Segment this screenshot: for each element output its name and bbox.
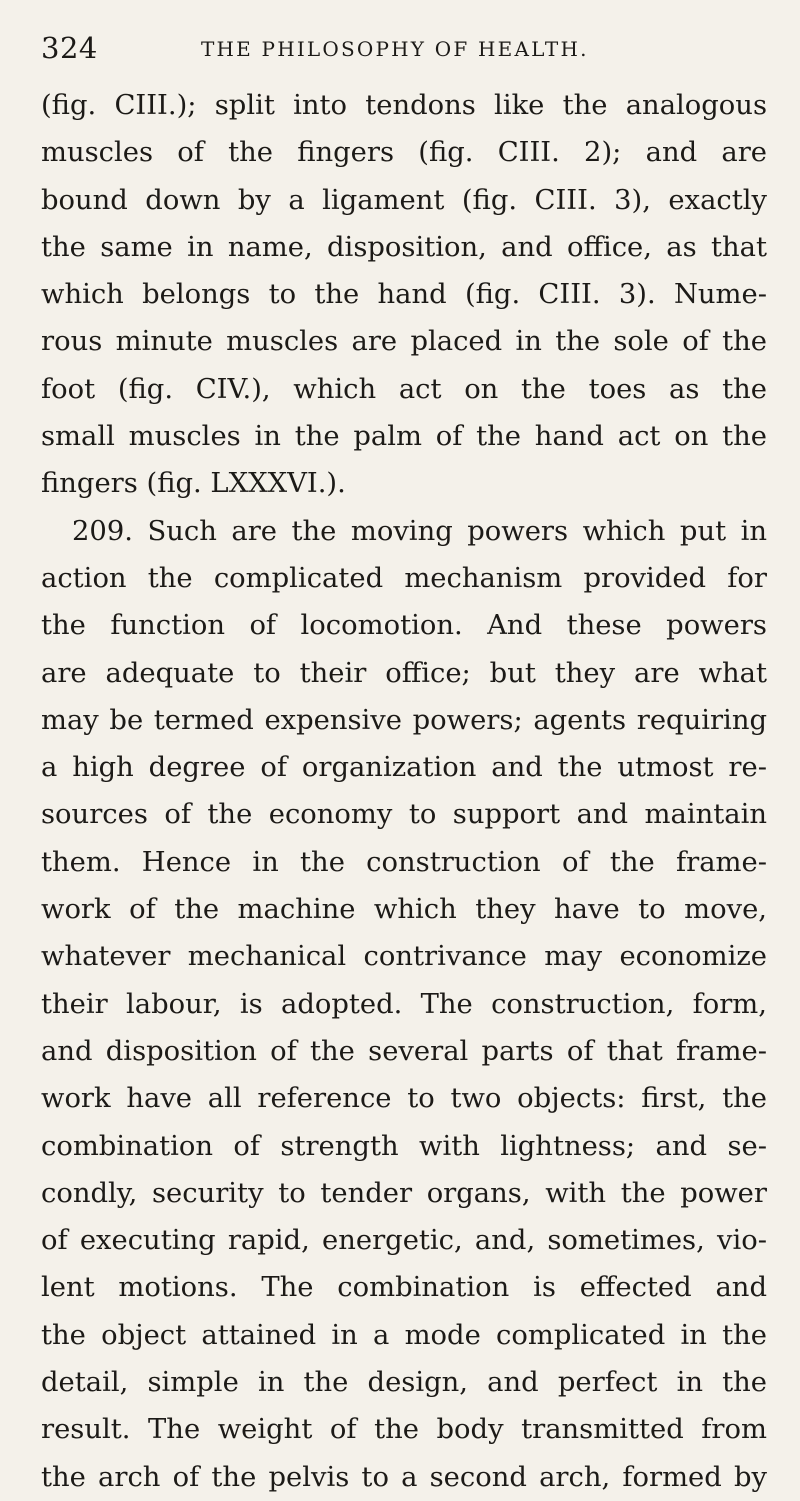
text-line: of executing rapid, energetic, and, sometimes, vio- [41,1225,767,1257]
text-line: the arch of the pelvis to a second arch, formed by [41,1461,767,1493]
text-line: detail, simple in the design, and perfect in the [41,1367,767,1399]
text-line: condly, security to tender organs, with the power [41,1177,767,1209]
text-line: muscles of the fingers (fig. CIII. 2); and are [41,137,767,169]
text-line: foot (fig. CIV.), which act on the toes as the [41,373,767,405]
text-line: work have all reference to two objects: first, the [41,1083,767,1115]
text-line: are adequate to their office; but they are what [41,657,767,689]
text-line: action the complicated mechanism provided for [41,562,767,594]
running-title: THE PHILOSOPHY OF HEALTH. [201,37,589,61]
text-line: whatever mechanical contrivance may economize [41,941,767,973]
text-line: combination of strength with lightness; and se- [41,1130,767,1162]
text-line: the object attained in a mode complicated in the [41,1319,767,1351]
text-line: the same in name, disposition, and office, as that [41,231,767,263]
text-line: may be termed expensive powers; agents requiring [41,704,767,736]
text-line: bound down by a ligament (fig. CIII. 3), exactly [41,184,767,216]
text-line: rous minute muscles are placed in the sole of the [41,326,767,358]
text-line: work of the machine which they have to move, [41,894,767,926]
text-line: them. Hence in the construction of the frame- [41,846,767,878]
text-line: small muscles in the palm of the hand act on the [41,421,767,453]
paragraph-209-start: 209. Such are the moving powers which put in [72,515,767,547]
text-line: result. The weight of the body transmitted from [41,1414,767,1446]
text-line: their labour, is adopted. The construction, form, [41,988,767,1020]
text-line: a high degree of organization and the utmost re- [41,752,767,784]
page-number: 324 [41,31,98,65]
text-line: sources of the economy to support and maintain [41,799,767,831]
page-header [41,30,761,70]
text-line: and disposition of the several parts of that frame- [41,1035,767,1067]
text-line: (fig. CIII.); split into tendons like the analogous [41,90,767,121]
text-line: lent motions. The combination is effected and [41,1272,767,1304]
body-text [41,82,767,1501]
text-line: which belongs to the hand (fig. CIII. 3). Nume- [41,279,767,311]
text-line: fingers (fig. LXXXVI.). [41,468,346,500]
text-line: the function of locomotion. And these powers [41,610,767,642]
